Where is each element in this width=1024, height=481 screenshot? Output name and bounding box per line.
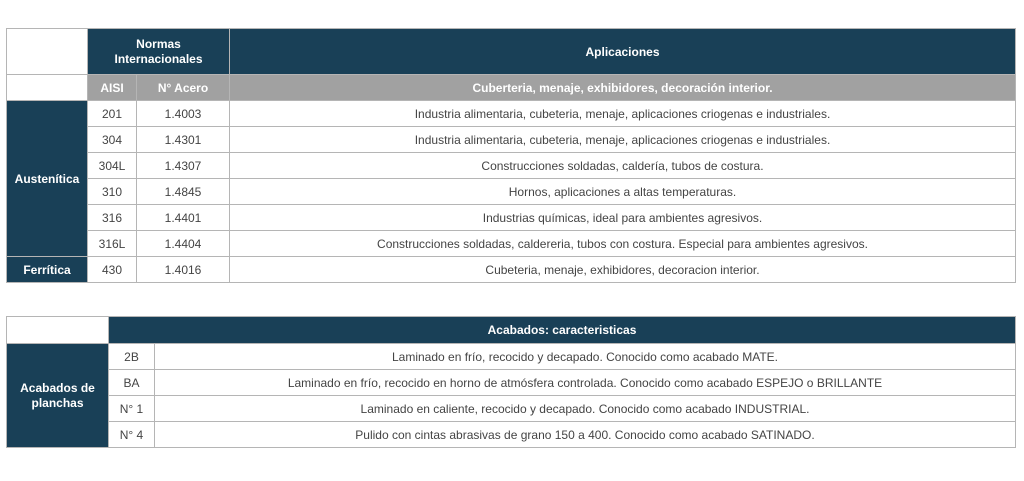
aplicacion-cell: Construcciones soldadas, caldería, tubos de costura. <box>230 153 1016 179</box>
acero-cell: 1.4003 <box>137 101 230 127</box>
finishes-table <box>6 316 1016 448</box>
table-row <box>7 344 1016 370</box>
finish-code-cell: N° 4 <box>109 422 155 448</box>
finish-desc-cell: Laminado en frío, recocido y decapado. Conocido como acabado MATE. <box>155 344 1016 370</box>
aisi-cell: 316 <box>88 205 137 231</box>
corner-blank-cell <box>7 317 109 344</box>
acero-cell: 1.4401 <box>137 205 230 231</box>
aplicacion-cell: Cubeteria, menaje, exhibidores, decoracion interior. <box>230 257 1016 283</box>
table-row <box>7 153 1016 179</box>
aisi-cell: 310 <box>88 179 137 205</box>
acero-cell: 1.4845 <box>137 179 230 205</box>
table-row <box>7 179 1016 205</box>
group-acabados-planchas: Acabados de planchas <box>7 344 109 448</box>
aisi-header: AISI <box>88 75 137 101</box>
normas-header: Normas Internacionales <box>88 29 230 75</box>
table-row <box>7 101 1016 127</box>
group-ferritica: Ferrítica <box>7 257 88 283</box>
aplicaciones-subheader: Cuberteria, menaje, exhibidores, decoración interior. <box>230 75 1016 101</box>
acero-cell: 1.4404 <box>137 231 230 257</box>
table-row <box>7 422 1016 448</box>
table-row <box>7 231 1016 257</box>
corner-blank-cell <box>7 29 88 75</box>
aplicacion-cell: Hornos, aplicaciones a altas temperaturas. <box>230 179 1016 205</box>
finish-code-cell: N° 1 <box>109 396 155 422</box>
table-row <box>7 205 1016 231</box>
steel-norms-table <box>6 28 1016 283</box>
finish-desc-cell: Laminado en caliente, recocido y decapado. Conocido como acabado INDUSTRIAL. <box>155 396 1016 422</box>
finish-code-cell: BA <box>109 370 155 396</box>
acero-header: N° Acero <box>137 75 230 101</box>
acero-cell: 1.4307 <box>137 153 230 179</box>
aisi-cell: 316L <box>88 231 137 257</box>
table-row <box>7 127 1016 153</box>
aplicacion-cell: Industria alimentaria, cubeteria, menaje, aplicaciones criogenas e industriales. <box>230 127 1016 153</box>
finish-desc-cell: Pulido con cintas abrasivas de grano 150 a 400. Conocido como acabado SATINADO. <box>155 422 1016 448</box>
table-row <box>7 257 1016 283</box>
acero-cell: 1.4016 <box>137 257 230 283</box>
finish-code-cell: 2B <box>109 344 155 370</box>
aplicacion-cell: Industria alimentaria, cubeteria, menaje, aplicaciones criogenas e industriales. <box>230 101 1016 127</box>
acero-cell: 1.4301 <box>137 127 230 153</box>
group-austenitica: Austenítica <box>7 101 88 257</box>
aisi-cell: 304L <box>88 153 137 179</box>
corner-blank-cell-2 <box>7 75 88 101</box>
aplicacion-cell: Construcciones soldadas, caldereria, tubos con costura. Especial para ambientes agresivos. <box>230 231 1016 257</box>
table-row <box>7 396 1016 422</box>
aisi-cell: 304 <box>88 127 137 153</box>
aplicaciones-header: Aplicaciones <box>230 29 1016 75</box>
finish-desc-cell: Laminado en frío, recocido en horno de atmósfera controlada. Conocido como acabado ESPEJO o BRILLANTE <box>155 370 1016 396</box>
aplicacion-cell: Industrias químicas, ideal para ambientes agresivos. <box>230 205 1016 231</box>
table-row <box>7 370 1016 396</box>
aisi-cell: 430 <box>88 257 137 283</box>
aisi-cell: 201 <box>88 101 137 127</box>
acabados-header: Acabados: caracteristicas <box>109 317 1016 344</box>
